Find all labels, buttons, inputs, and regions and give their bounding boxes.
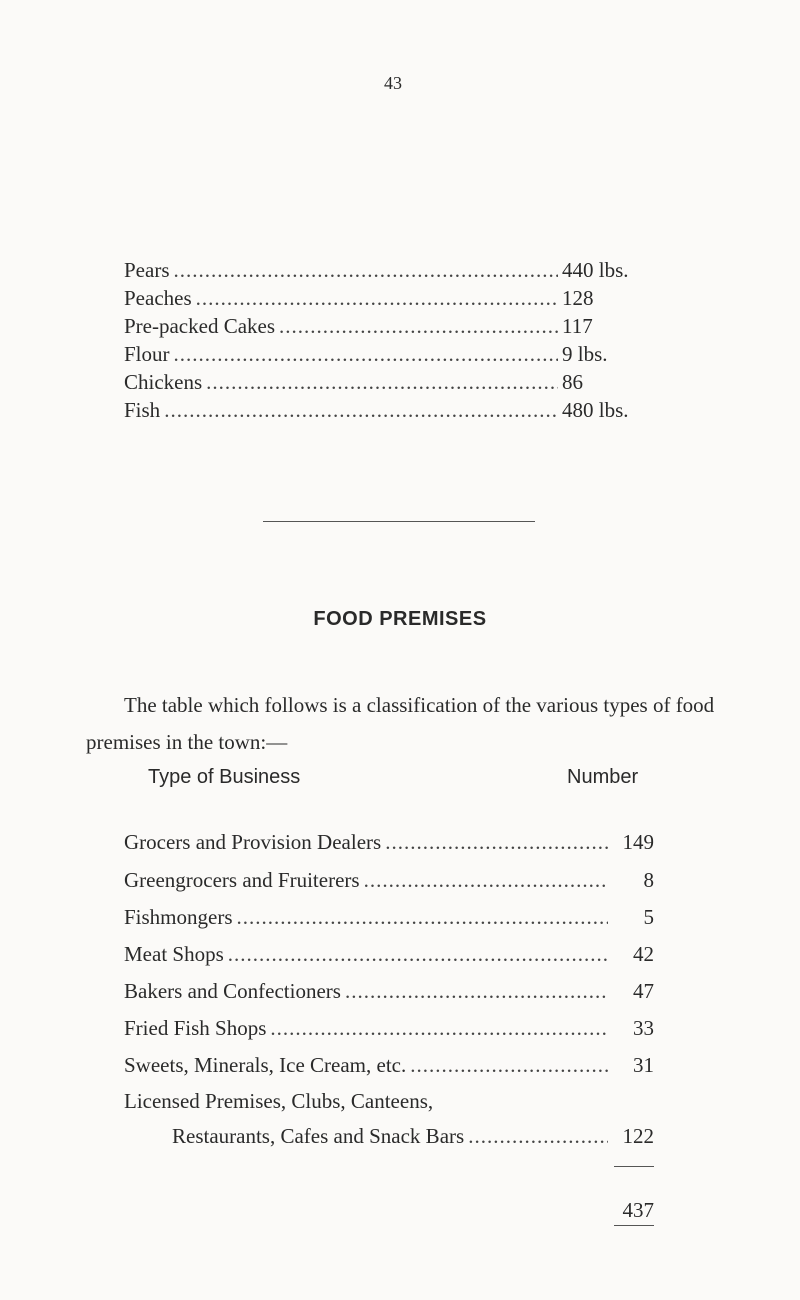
item-value: 128 bbox=[562, 286, 594, 310]
dot-leader bbox=[345, 981, 608, 1002]
row-label: Fried Fish Shops bbox=[124, 1016, 267, 1040]
dot-leader bbox=[206, 372, 558, 393]
dot-leader bbox=[468, 1126, 608, 1147]
item-value: 86 bbox=[562, 370, 583, 394]
table-total: 437 bbox=[622, 1198, 654, 1222]
dot-leader bbox=[279, 316, 558, 337]
item-value: 440 lbs. bbox=[562, 258, 629, 282]
list-item bbox=[124, 316, 654, 337]
item-value: 9 lbs. bbox=[562, 342, 608, 366]
row-value: 122 bbox=[622, 1124, 654, 1148]
row-label-line1: Licensed Premises, Clubs, Canteens, bbox=[124, 1089, 434, 1113]
column-header-number: Number bbox=[567, 766, 639, 788]
dot-leader bbox=[237, 907, 608, 928]
row-label: Fishmongers bbox=[124, 905, 233, 929]
row-value: 42 bbox=[633, 942, 654, 966]
table-row bbox=[124, 832, 654, 853]
intro-paragraph: The table which follows is a classification of the various types of food premises in the town:— bbox=[86, 693, 715, 754]
dot-leader bbox=[196, 288, 558, 309]
dot-leader bbox=[174, 260, 559, 281]
table-row bbox=[124, 870, 654, 891]
table-row bbox=[124, 907, 654, 928]
item-value: 480 lbs. bbox=[562, 398, 629, 422]
row-label: Grocers and Provision Dealers bbox=[124, 830, 382, 854]
table-row bbox=[172, 1126, 654, 1147]
column-header-type: Type of Business bbox=[148, 766, 301, 788]
item-label: Fish bbox=[124, 398, 161, 422]
row-label: Greengrocers and Fruiterers bbox=[124, 868, 360, 892]
dot-leader bbox=[174, 344, 558, 365]
dot-leader bbox=[228, 944, 608, 965]
list-item bbox=[124, 372, 654, 393]
section-heading: FOOD PREMISES bbox=[313, 608, 487, 630]
item-label: Chickens bbox=[124, 370, 203, 394]
item-label: Flour bbox=[124, 342, 170, 366]
table-row bbox=[124, 1055, 654, 1076]
page-number: 43 bbox=[384, 73, 402, 93]
row-label: Meat Shops bbox=[124, 942, 224, 966]
item-label: Pears bbox=[124, 258, 170, 282]
row-label: Bakers and Confectioners bbox=[124, 979, 341, 1003]
item-label: Peaches bbox=[124, 286, 192, 310]
row-value: 33 bbox=[633, 1016, 654, 1040]
row-value: 149 bbox=[622, 830, 654, 854]
dot-leader bbox=[270, 1018, 608, 1039]
dot-leader bbox=[164, 400, 558, 421]
table-row bbox=[124, 1018, 654, 1039]
list-item bbox=[124, 400, 654, 421]
dot-leader bbox=[385, 832, 608, 853]
section-divider bbox=[263, 521, 535, 522]
table-row bbox=[124, 981, 654, 1002]
dot-leader bbox=[410, 1055, 608, 1076]
list-item bbox=[124, 260, 654, 281]
row-value: 8 bbox=[643, 868, 654, 892]
row-label-line2: Restaurants, Cafes and Snack Bars bbox=[172, 1124, 465, 1148]
row-label: Sweets, Minerals, Ice Cream, etc. bbox=[124, 1053, 407, 1077]
row-value: 5 bbox=[643, 905, 654, 929]
total-rule bbox=[614, 1225, 654, 1226]
dot-leader bbox=[364, 870, 608, 891]
item-value: 117 bbox=[562, 314, 593, 338]
list-item bbox=[124, 344, 654, 365]
list-item bbox=[124, 288, 654, 309]
row-value: 31 bbox=[633, 1053, 654, 1077]
table-row bbox=[124, 944, 654, 965]
total-rule bbox=[614, 1166, 654, 1167]
row-value: 47 bbox=[633, 979, 654, 1003]
item-label: Pre-packed Cakes bbox=[124, 314, 276, 338]
